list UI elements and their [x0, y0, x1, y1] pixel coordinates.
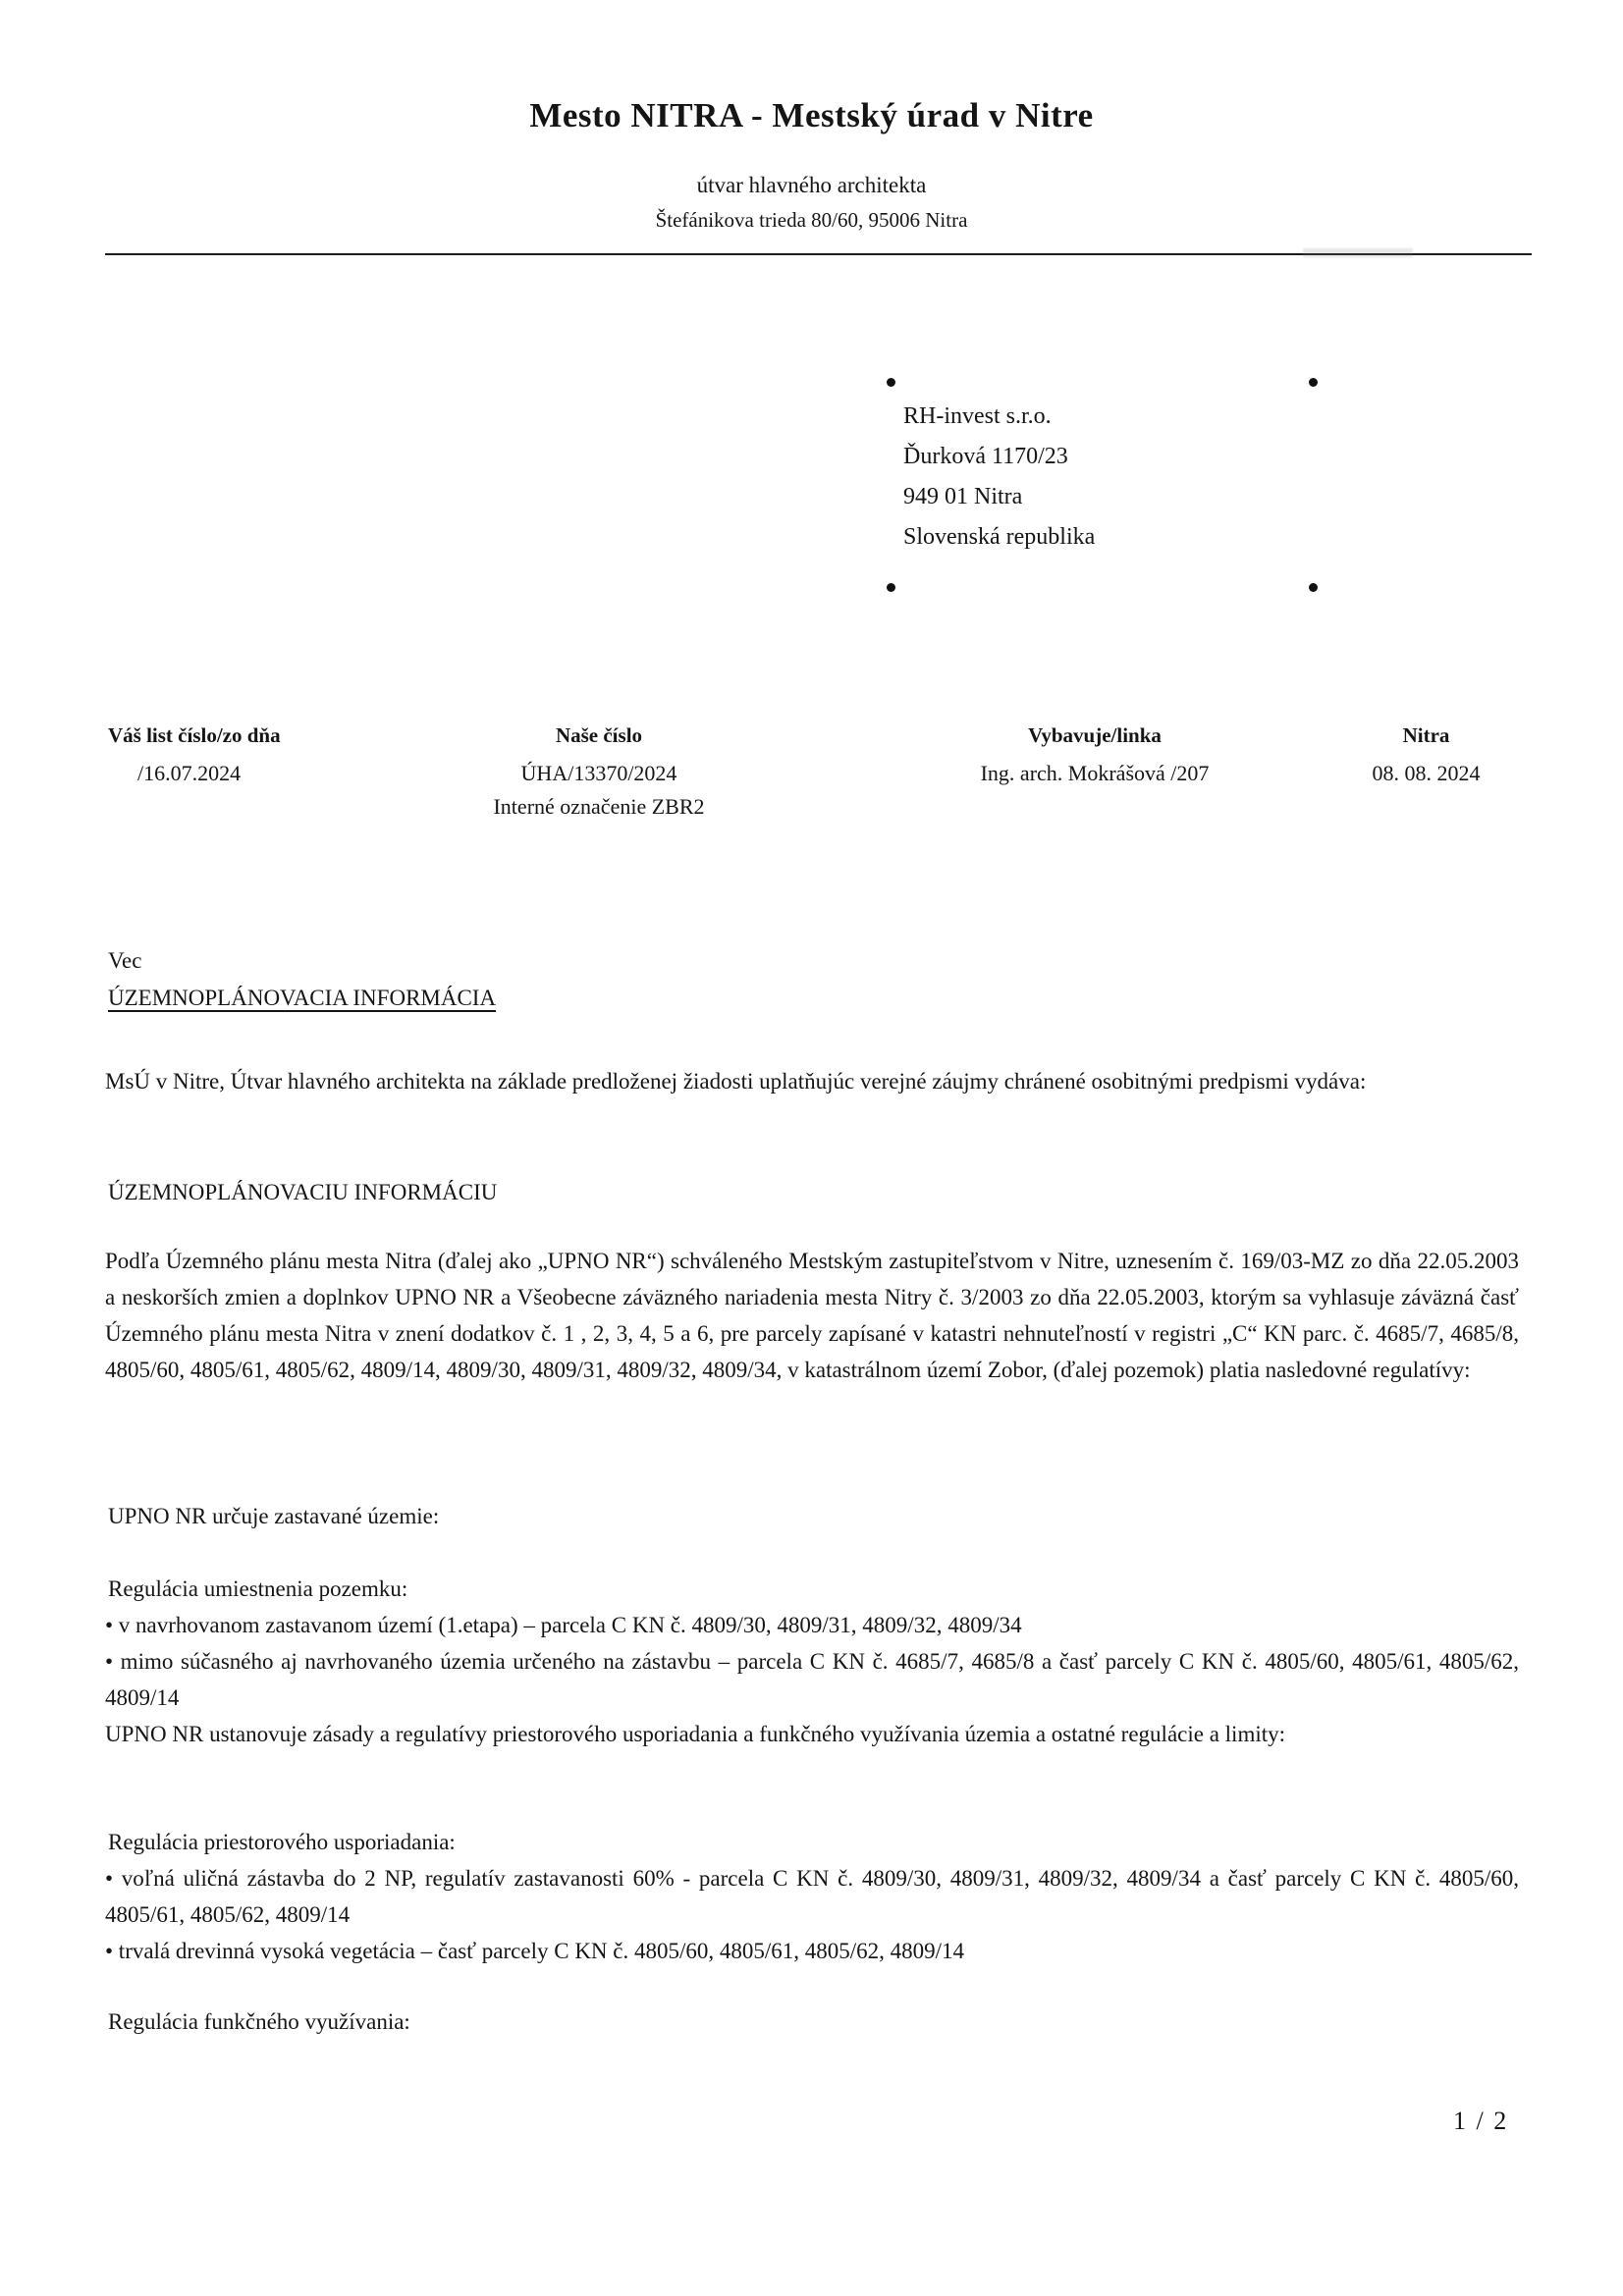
window-corner-dot [1309, 378, 1318, 387]
ref-our-number [461, 722, 736, 820]
ref-handled-by [962, 722, 1227, 786]
heading-information: ÚZEMNOPLÁNOVACIU INFORMÁCIU [108, 1180, 498, 1204]
recipient-address-block [903, 397, 1095, 558]
placement-tail: UPNO NR ustanovuje zásady a regulatívy priestorového usporiadania a funkčného využívania územia a ostatné regulácie a limity: [105, 1722, 1286, 1746]
subject-label: Vec [108, 948, 142, 973]
ref-place-label: Nitra [1402, 723, 1450, 747]
paragraph-intro: MsÚ v Nitre, Útvar hlavného architekta na základe predloženej žiadosti uplatňujúc verejné záujmy chránené osobitnými predpismi vydáva: [105, 1069, 1367, 1094]
ref-date-value: 08. 08. 2024 [1372, 761, 1481, 785]
ref-internal-designation: Interné označenie ZBR2 [493, 794, 705, 819]
ref-your-number-value: /16.07.2024 [137, 761, 242, 785]
recipient-city: 949 01 Nitra [903, 484, 1023, 509]
ref-handled-by-label: Vybavuje/linka [1028, 723, 1162, 747]
placement-bullet-2: • mimo súčasného aj navrhovaného územia určeného na zástavbu – parcela C KN č. 4685/7, 4685/8 a časť parcely C KN č. 4805/60, 4805/61, 4805/62, 4809/14 [105, 1649, 1519, 1710]
recipient-name: RH-invest s.r.o. [903, 403, 1052, 429]
ref-our-number-label: Naše číslo [555, 723, 643, 747]
paragraph-plan-details: Podľa Územného plánu mesta Nitra (ďalej ako „UPNO NR“) schváleného Mestským zastupiteľstvom v Nitre, uznesením č. 169/03-MZ zo dňa 22.05.2003 a neskorších zmien a doplnkov UPNO NR a Všeobecne záväzného nariadenia mesta Nitry č. 3/2003 zo dňa 22.05.2003, ktorým sa vyhlasuje záväzná časť Územného plánu mesta Nitra v znení dodatkov č. 1 , 2, 3, 4, 5 a 6, pre parcely zapísané v katastri nehnuteľností v registri „C“ KN parc. č. 4685/7, 4685/8, 4805/60, 4805/61, 4805/62, 4809/14, 4809/30, 4809/31, 4809/32, 4809/34, v katastrálnom území Zobor, (ďalej pozemok) platia nasledovné regulatívy: [105, 1249, 1519, 1382]
recipient-country: Slovenská republika [903, 524, 1096, 550]
placement-bullet-1: • v navrhovanom zastavanom území (1.etapa) – parcela C KN č. 4809/30, 4809/31, 4809/32, 4809/34 [105, 1613, 1022, 1637]
spatial-bullet-2: • trvalá drevinná vysoká vegetácia – časť parcely C KN č. 4805/60, 4805/61, 4805/62, 4809/14 [105, 1939, 965, 1963]
section-spatial-content [105, 1860, 1519, 1969]
ref-place-date [1325, 722, 1527, 786]
section-spatial-heading: Regulácia priestorového usporiadania: [108, 1830, 456, 1854]
window-corner-dot [1309, 583, 1318, 592]
section-functional-heading: Regulácia funkčného využívania: [108, 2009, 410, 2034]
window-corner-dot [887, 583, 895, 592]
ref-our-number-value: ÚHA/13370/2024 [520, 761, 677, 785]
section-placement-heading: Regulácia umiestnenia pozemku: [108, 1576, 408, 1601]
ref-handled-by-value: Ing. arch. Mokrášová /207 [980, 761, 1210, 785]
window-corner-dot [887, 378, 895, 387]
scan-artifact [1303, 248, 1413, 257]
department-line: útvar hlavného architekta [696, 173, 927, 197]
section-placement-content [105, 1607, 1519, 1752]
ref-your-number [108, 722, 373, 786]
recipient-street: Ďurková 1170/23 [903, 444, 1068, 469]
office-address-line: Štefánikova trieda 80/60, 95006 Nitra [655, 208, 968, 232]
subject-title: ÚZEMNOPLÁNOVACIA INFORMÁCIA [108, 986, 497, 1010]
ref-your-number-label: Váš list číslo/zo dňa [108, 723, 281, 747]
paragraph-built-up-area: UPNO NR určuje zastavané územie: [108, 1504, 440, 1528]
page-number: 1 / 2 [1453, 2107, 1509, 2135]
page-title: Mesto NITRA - Mestský úrad v Nitre [529, 96, 1094, 134]
spatial-bullet-1: • voľná uličná zástavba do 2 NP, regulatív zastavanosti 60% - parcela C KN č. 4809/30, 4809/31, 4809/32, 4809/34 a časť parcely C KN č. 4805/60, 4805/61, 4805/62, 4809/14 [105, 1866, 1519, 1927]
